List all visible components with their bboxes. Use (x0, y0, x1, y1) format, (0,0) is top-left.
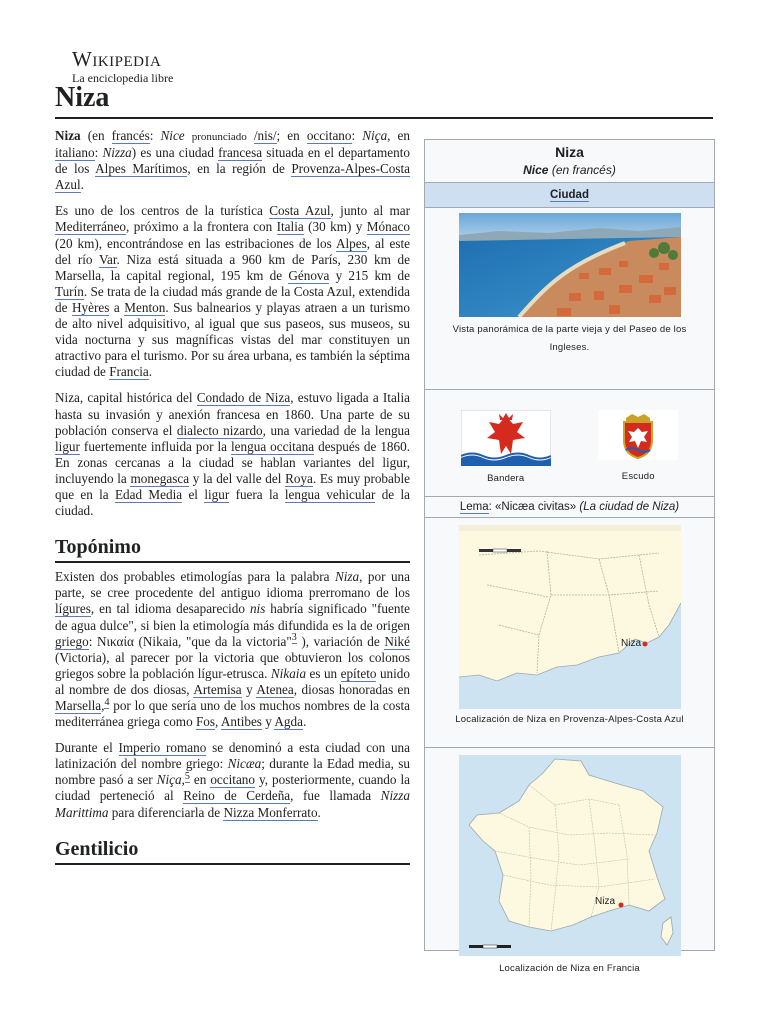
panorama-photo[interactable] (459, 213, 681, 317)
infobox-photo-cell (425, 213, 714, 390)
link-reino-de-cerdena[interactable]: Reino de Cerdeña (183, 788, 291, 804)
link-griego[interactable]: griego (55, 633, 89, 649)
link-italia[interactable]: Italia (276, 219, 304, 235)
link-frances[interactable]: francés (111, 128, 150, 143)
toponimo-paragraph-1: Existen dos probables etimologías para la palabra Niza, por una parte, se cree procedente del antiguo idioma prerromano de los lígures, en tal idioma desaparecido nis habría significado "fuente de agua dulce", si bien la etimología más difundida es la de origen griego: Νικαία (Nikaia, "que da la victoria"$^3$ ), variación de Niké (Victoria), al parecer por la victoria que obtuvieron los colonos griegos sobre la población lígur-etrusca. Nikaia es un epíteto unido al nombre de dos diosas, Artemisa y Atenea, diosas honoradas en Marsella,$^4$ por lo que sería uno de los muchos nombres de la costa mediterránea griega como Fos, Antibes y Agda. (55, 569, 410, 730)
link-condado-de-niza[interactable]: Condado de Niza (196, 390, 291, 406)
link-agda[interactable]: Agda (274, 714, 303, 730)
link-ligur-2[interactable]: ligur (204, 486, 230, 502)
link-alpes[interactable]: Alpes (335, 235, 367, 251)
shield-figure (598, 410, 678, 488)
link-genova[interactable]: Génova (288, 267, 330, 283)
link-hyeres[interactable]: Hyères (71, 299, 110, 315)
article-body (55, 128, 410, 871)
logo-wordmark: Wikipedia (72, 47, 162, 71)
heading-gentilicio: Gentilicio (55, 841, 410, 865)
link-nike[interactable]: Niké (384, 633, 410, 649)
infobox-header (425, 140, 714, 178)
link-var[interactable]: Var (98, 251, 117, 267)
link-lema[interactable]: Lema (459, 501, 489, 513)
pronunciation-label: pronunciado (191, 131, 247, 143)
link-marsella[interactable]: Marsella (55, 698, 102, 713)
link-ipa[interactable]: /nis/ (253, 128, 277, 143)
link-dialecto-nizardo[interactable]: dialecto nizardo (176, 422, 263, 438)
link-alpes-maritimos[interactable]: Alpes Marítimos (95, 161, 188, 177)
map-region-city-label: Niza (620, 638, 641, 649)
link-lengua-occitana[interactable]: lengua occitana (231, 438, 315, 454)
link-turin[interactable]: Turín (55, 283, 84, 299)
link-francesa[interactable]: francesa (218, 145, 263, 161)
intro-paragraph-3: Niza, capital histórica del Condado de Niza, estuvo ligada a Italia hasta su invasión y anexión francesa en 1860. Una parte de su población conserva el dialecto nizardo, una variedad de la lengua ligur fuertemente influida por la lengua occitana después de 1860. En zonas cercanas a la ciudad se hablan variantes del ligur, incluyendo la monegasca y la del valle del Roya. Es muy probable que en la Edad Media el ligur fuera la lengua vehicular de la ciudad. (55, 390, 410, 519)
infobox-map-region-cell (425, 525, 714, 748)
france-map-caption: Localización de Niza en Francia (499, 963, 640, 974)
map-france-city-label: Niza (594, 896, 615, 907)
region-map-caption: Localización de Niza en Provenza-Alpes-Costa Azul (455, 714, 684, 725)
infobox-map-france-cell (425, 755, 714, 994)
link-ciudad[interactable]: Ciudad (550, 189, 589, 201)
flag-figure (461, 410, 551, 488)
link-ligures[interactable]: lígures (55, 601, 91, 617)
intro-paragraph-1: Niza (en francés: Nice pronunciado /nis/; en occitano: Niça, en italiano: Nizza) es una ciudad francesa situada en el departamento de los Alpes Marítimos, en la región de Provenza-Alpes-Costa Azul. (55, 128, 410, 193)
link-monegasca[interactable]: monegasca (130, 470, 190, 486)
flag-caption: Bandera (487, 473, 525, 484)
shield-caption: Escudo (621, 471, 655, 482)
link-antibes[interactable]: Antibes (220, 714, 262, 730)
link-occitano-2[interactable]: occitano (210, 772, 255, 788)
link-costa-azul[interactable]: Costa Azul (269, 203, 331, 219)
photo-caption: Vista panorámica de la parte vieja y del Paseo de los Ingleses. (452, 324, 687, 353)
infobox-symbols-cell (425, 390, 714, 497)
infobox-native-name: Nice (en francés) (523, 163, 616, 177)
link-paca[interactable]: Provenza-Alpes-Costa Azul (55, 161, 410, 193)
infobox (424, 139, 715, 974)
region-locator-map[interactable] (459, 525, 681, 709)
toponimo-paragraph-2: Durante el Imperio romano se denominó a esta ciudad con una latinización del nombre griego: Nicæa; durante la Edad media, su nombre pasó a ser Niça,$^5$ en occitano y, posteriormente, cuando la ciudad perteneció al Reino de Cerdeña, fue llamada Nizza Marittima para diferenciarla de Nizza Monferrato. (55, 740, 411, 820)
french-name: Nice (160, 128, 185, 143)
reference-4[interactable]: 4 (104, 696, 110, 708)
lead-term: Niza (55, 128, 81, 143)
intro-paragraph-2: Es uno de los centros de la turística Costa Azul, junto al mar Mediterráneo, próximo a la frontera con Italia (30 km) y Mónaco (20 km), encontrándose en las estribaciones de los Alpes, al este del río Var. Niza está situada a 960 km de París, 230 km de Marsella, la capital regional, 195 km de Génova y 215 km de Turín. Se trata de la ciudad más grande de la Costa Azul, extendida de Hyères a Menton. Sus balnearios y playas atraen a un turismo de alto nivel adquisitivo, al igual que sus paseos, sus museos, su vida nocturna y sus magníficas vistas del mar constituyen un atractivo para el turismo. Por su área urbana, es también la séptima ciudad de Francia. (55, 203, 410, 380)
infobox-motto: Lema: «Nicæa civitas» (La ciudad de Niza) (425, 497, 714, 518)
link-fos[interactable]: Fos (195, 714, 216, 730)
infobox-type-bar (425, 182, 714, 208)
reference-3[interactable]: 3 (291, 632, 297, 644)
link-italiano[interactable]: italiano (55, 145, 95, 161)
link-lengua-vehicular[interactable]: lengua vehicular (284, 486, 376, 502)
link-mediterraneo[interactable]: Mediterráneo (55, 219, 127, 235)
reference-5[interactable]: 5 (184, 770, 190, 782)
coat-of-arms-image[interactable] (598, 410, 678, 460)
logo-tagline: La enciclopedia libre (72, 71, 174, 85)
link-francia[interactable]: Francia (109, 364, 149, 380)
link-monaco[interactable]: Mónaco (366, 219, 410, 235)
link-imperio-romano[interactable]: Imperio romano (118, 740, 207, 756)
heading-toponimo: Topónimo (55, 539, 410, 563)
link-ligur[interactable]: ligur (55, 438, 80, 454)
title-divider (55, 117, 713, 119)
page-title: Niza (55, 82, 110, 113)
wikipedia-logo[interactable] (72, 48, 202, 85)
link-nizza-monferrato[interactable]: Nizza Monferrato (223, 804, 318, 820)
infobox-title: Niza (555, 144, 584, 160)
link-atenea[interactable]: Atenea (256, 681, 294, 697)
france-locator-map[interactable] (459, 755, 681, 956)
flag-image[interactable] (461, 410, 551, 466)
link-edad-media[interactable]: Edad Media (115, 486, 183, 502)
link-menton[interactable]: Menton (124, 299, 166, 315)
link-epiteto[interactable]: epíteto (340, 665, 377, 681)
link-roya[interactable]: Roya (285, 470, 313, 486)
link-artemisa[interactable]: Artemisa (193, 681, 242, 697)
link-occitano[interactable]: occitano (306, 128, 352, 143)
